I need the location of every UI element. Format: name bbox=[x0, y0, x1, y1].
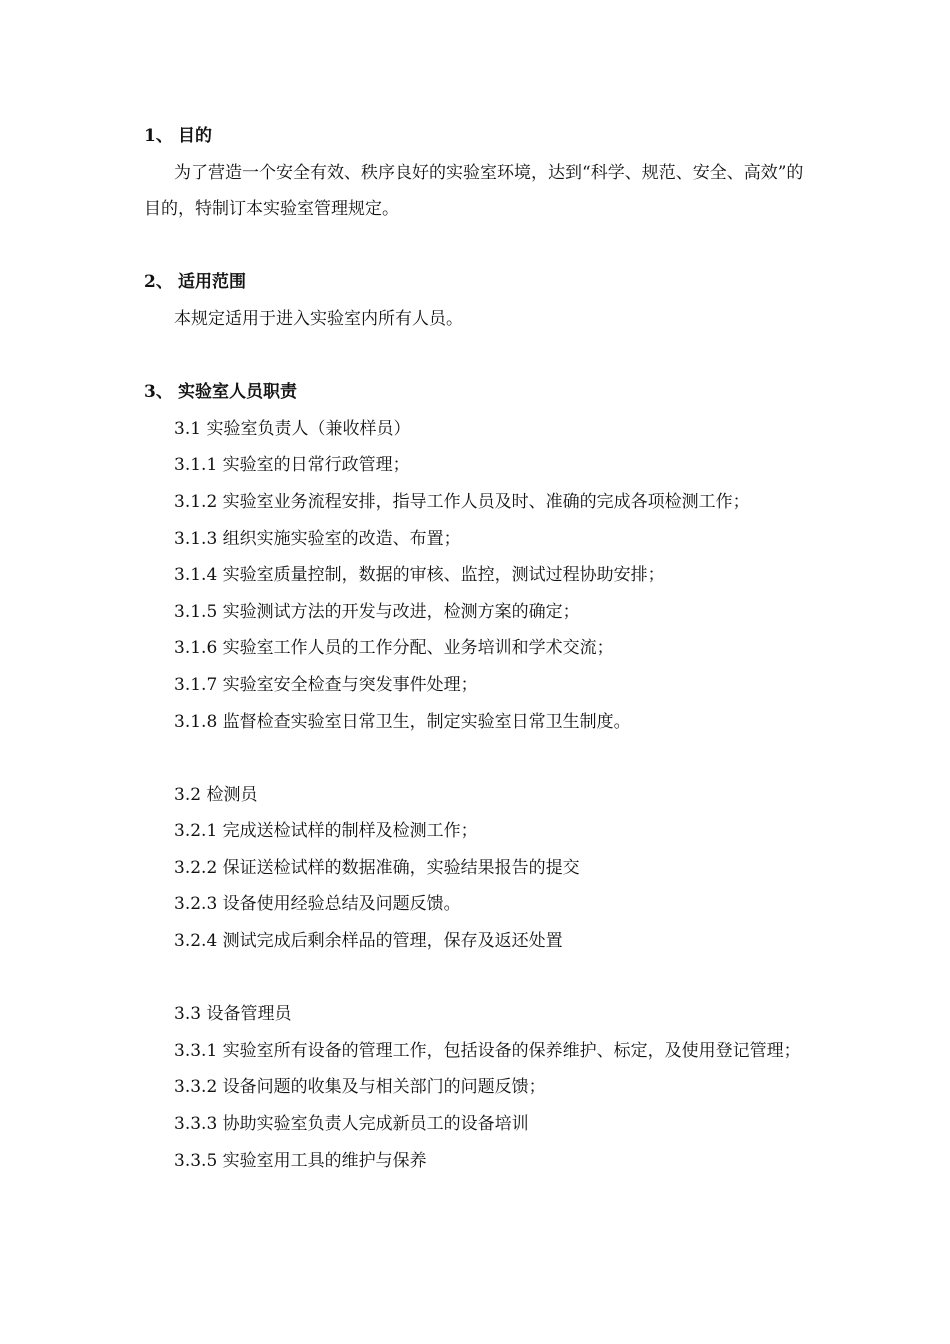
list-item: 3.2.4 测试完成后剩余样品的管理，保存及返还处置 bbox=[174, 931, 563, 952]
role-title-equipment-manager: 3.3 设备管理员 bbox=[174, 1004, 292, 1025]
list-item: 3.3.3 协助实验室负责人完成新员工的设备培训 bbox=[174, 1114, 529, 1135]
list-item: 3.3.5 实验室用工具的维护与保养 bbox=[174, 1150, 427, 1171]
list-item: 3.1.1 实验室的日常行政管理； bbox=[174, 455, 410, 476]
section-number: 3、 bbox=[144, 382, 173, 403]
purpose-paragraph: 为了营造一个安全有效、秩序良好的实验室环境，达到“科学、规范、安全、高效”的目的，特制订本实验室管理规定。 bbox=[144, 162, 804, 220]
spacer bbox=[144, 338, 820, 375]
list-item: 3.1.8 监督检查实验室日常卫生，制定实验室日常卫生制度。 bbox=[174, 711, 631, 732]
spacer bbox=[144, 960, 820, 997]
role-title-inspector: 3.2 检测员 bbox=[174, 784, 258, 805]
list-item: 3.2.1 完成送检试样的制样及检测工作； bbox=[174, 821, 478, 842]
section-heading-scope bbox=[144, 264, 820, 301]
list-item: 3.1.6 实验室工作人员的工作分配、业务培训和学术交流； bbox=[174, 638, 614, 659]
list-item: 3.1.7 实验室安全检查与突发事件处理； bbox=[174, 674, 478, 695]
section-title: 实验室人员职责 bbox=[178, 382, 297, 403]
spacer bbox=[144, 228, 820, 265]
list-item: 3.3.2 设备问题的收集及与相关部门的问题反馈； bbox=[174, 1077, 546, 1098]
list-item: 3.3.1 实验室所有设备的管理工作，包括设备的保养维护、标定，及使用登记管理； bbox=[174, 1040, 801, 1061]
role-title-lab-head: 3.1 实验室负责人（兼收样员） bbox=[174, 418, 411, 439]
list-item: 3.1.5 实验测试方法的开发与改进，检测方案的确定； bbox=[174, 601, 580, 622]
list-item: 3.2.3 设备使用经验总结及问题反馈。 bbox=[174, 894, 461, 915]
list-item: 3.1.2 实验室业务流程安排，指导工作人员及时、准确的完成各项检测工作； bbox=[174, 491, 750, 512]
list-item: 3.1.4 实验室质量控制，数据的审核、监控，测试过程协助安排； bbox=[174, 565, 665, 586]
section-title: 适用范围 bbox=[178, 272, 246, 293]
section-number: 2、 bbox=[144, 272, 173, 293]
section-title: 目的 bbox=[178, 126, 212, 146]
document-page bbox=[144, 118, 820, 1179]
list-item: 3.2.2 保证送检试样的数据准确，实验结果报告的提交 bbox=[174, 857, 580, 878]
list-item: 3.1.3 组织实施实验室的改造、布置； bbox=[174, 528, 461, 549]
section-heading-responsibilities bbox=[144, 374, 820, 411]
section-heading-purpose bbox=[144, 118, 820, 155]
section-number: 1、 bbox=[144, 126, 173, 146]
spacer bbox=[144, 740, 820, 777]
scope-paragraph: 本规定适用于进入实验室内所有人员。 bbox=[174, 308, 463, 329]
